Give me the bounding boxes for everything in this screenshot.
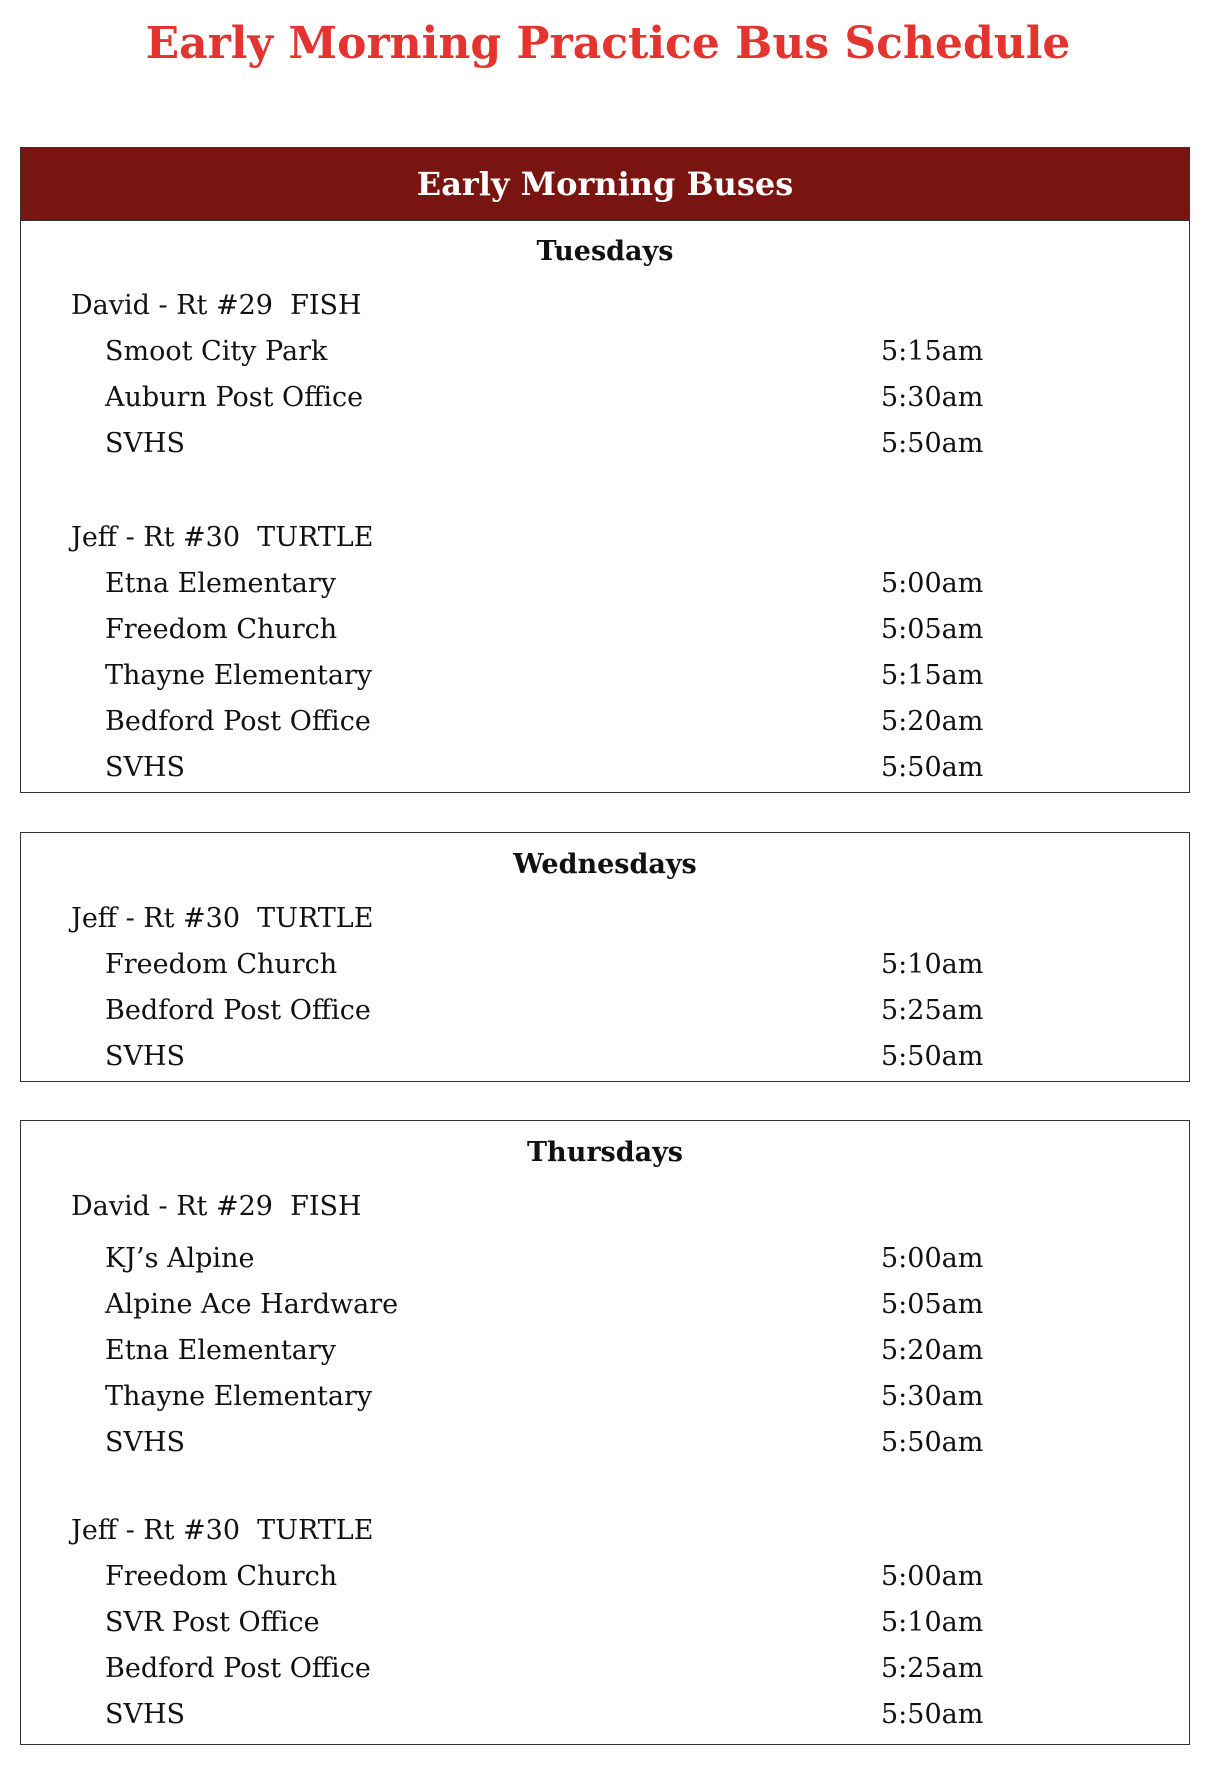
stop-name: Bedford Post Office (105, 995, 371, 1026)
stop-time: 5:30am (881, 382, 984, 413)
stop-time: 5:15am (881, 336, 984, 367)
route-label: David - Rt #29 FISH (71, 1191, 362, 1222)
stop-time: 5:10am (881, 949, 984, 980)
stop-name: Alpine Ace Hardware (105, 1289, 399, 1320)
stop-time: 5:00am (881, 1243, 984, 1274)
stop-time: 5:50am (881, 752, 984, 783)
stop-name: SVHS (105, 1699, 186, 1730)
route-label: Jeff - Rt #30 TURTLE (71, 903, 374, 934)
stop-name: Auburn Post Office (105, 382, 364, 413)
stop-time: 5:25am (881, 1653, 984, 1684)
stop-name: Smoot City Park (105, 336, 328, 367)
route-label: David - Rt #29 FISH (71, 290, 362, 321)
stop-time: 5:20am (881, 1335, 984, 1366)
day-title-thursdays: Thursdays (526, 1137, 684, 1168)
stop-time: 5:50am (881, 1699, 984, 1730)
stop-name: SVR Post Office (105, 1607, 320, 1638)
stop-name: Thayne Elementary (105, 1381, 373, 1412)
route-label: Jeff - Rt #30 TURTLE (71, 522, 374, 553)
stop-name: Freedom Church (105, 1561, 338, 1592)
stop-name: Bedford Post Office (105, 706, 371, 737)
thursdays-panel (20, 1120, 1190, 1745)
stop-time: 5:00am (881, 1561, 984, 1592)
route-label: Jeff - Rt #30 TURTLE (71, 1515, 374, 1546)
stop-name: Freedom Church (105, 614, 338, 645)
stop-name: SVHS (105, 1427, 186, 1458)
day-title-wednesdays: Wednesdays (513, 849, 697, 880)
page-title: Early Morning Practice Bus Schedule (145, 18, 1071, 69)
early-morning-buses-header: Early Morning Buses (21, 148, 1189, 221)
stop-time: 5:50am (881, 1041, 984, 1072)
stop-time: 5:05am (881, 614, 984, 645)
stop-name: SVHS (105, 752, 186, 783)
stop-time: 5:50am (881, 428, 984, 459)
stop-time: 5:50am (881, 1427, 984, 1458)
stop-time: 5:30am (881, 1381, 984, 1412)
stop-name: Etna Elementary (105, 568, 337, 599)
stop-name: SVHS (105, 1041, 186, 1072)
stop-time: 5:20am (881, 706, 984, 737)
stop-time: 5:10am (881, 1607, 984, 1638)
stop-name: Bedford Post Office (105, 1653, 371, 1684)
wednesdays-panel (20, 832, 1190, 1082)
stop-name: Freedom Church (105, 949, 338, 980)
stop-name: Etna Elementary (105, 1335, 337, 1366)
stop-name: Thayne Elementary (105, 660, 373, 691)
stop-name: KJ’s Alpine (105, 1243, 255, 1274)
stop-name: SVHS (105, 428, 186, 459)
stop-time: 5:25am (881, 995, 984, 1026)
stop-time: 5:15am (881, 660, 984, 691)
stop-time: 5:00am (881, 568, 984, 599)
day-title-tuesdays: Tuesdays (536, 236, 674, 267)
tuesdays-panel (20, 147, 1190, 793)
stop-time: 5:05am (881, 1289, 984, 1320)
